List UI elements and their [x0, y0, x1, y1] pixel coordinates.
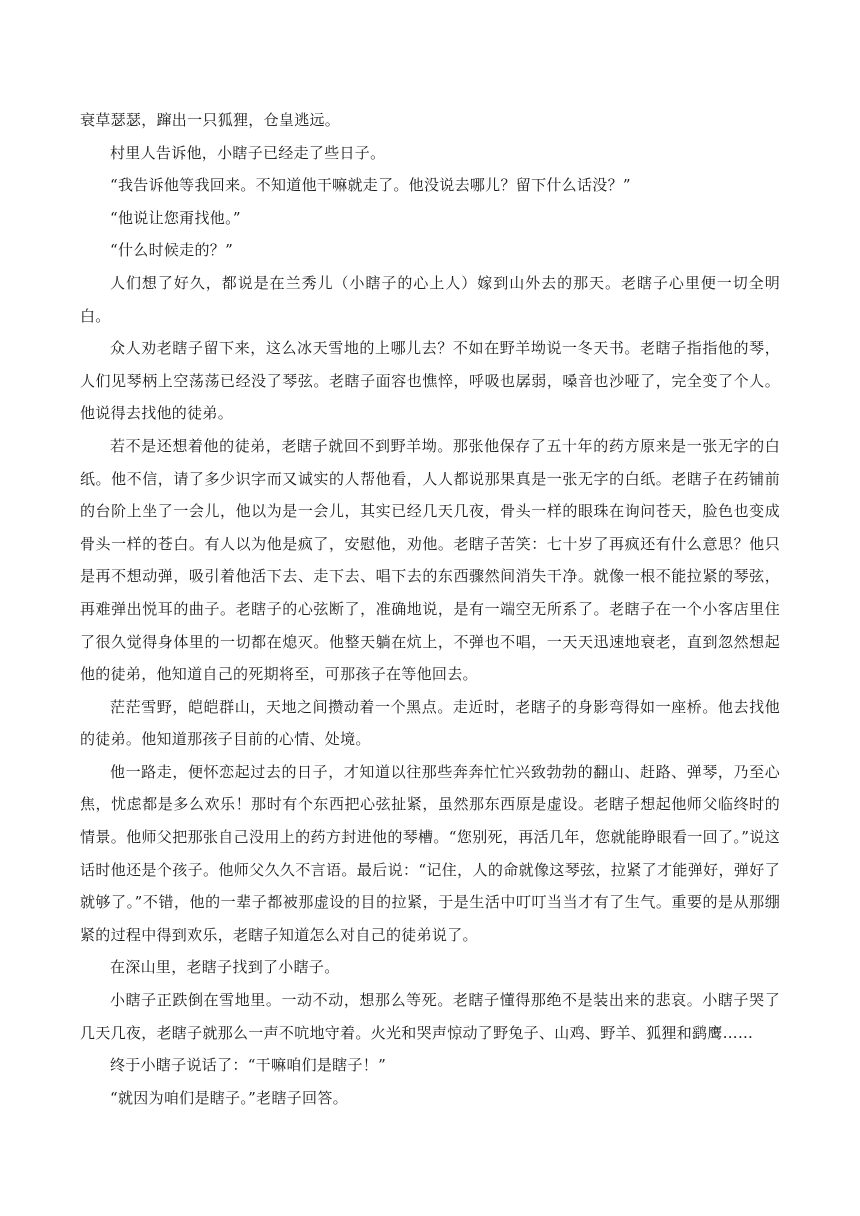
document-body [80, 104, 780, 1114]
paragraph-11: 在深山里，老瞎子找到了小瞎子。 [110, 958, 340, 977]
paragraph-2: 村里人告诉他，小瞎子已经走了些日子。 [110, 143, 386, 162]
paragraph-1: 衰草瑟瑟，蹿出一只狐狸，仓皇逃远。 [80, 111, 341, 129]
paragraph-4: “他说让您甭找他。” [110, 208, 241, 227]
paragraph-13: 终于小瞎子说话了：“干嘛咱们是瞎子！” [110, 1056, 387, 1075]
paragraph-10: 他一路走，便怀恋起过去的日子，才知道以往那些奔奔忙忙兴致勃勃的翻山、赶路、弹琴，乃至心焦，忧虑都是多么欢乐！那时有个东西把心弦扯紧，虽然那东西原是虚设。老瞎子想起他师父临终时的情景。他师父把那张自己没用上的药方封进他的琴槽。“您别死，再活几年，您就能睁眼看一回了。”说这话时他还是个孩子。他师父久久不言语。最后说：“记住，人的命就像这琴弦，拉紧了才能弹好，弹好了就够了。”不错，他的一辈子都被那虚设的目的拉紧，于是生活中叮叮当当才有了生气。重要的是从那绷紧的过程中得到欢乐，老瞎子知道怎么对自己的徒弟说了。 [80, 762, 780, 944]
paragraph-9: 茫茫雪野，皑皑群山，天地之间攒动着一个黑点。走近时，老瞎子的身影弯得如一座桥。他去找他的徒弟。他知道那孩子目前的心情、处境。 [80, 697, 780, 749]
paragraph-5: “什么时候走的？” [110, 241, 234, 260]
paragraph-7: 众人劝老瞎子留下来，这么冰天雪地的上哪儿去？不如在野羊坳说一冬天书。老瞎子指指他的琴，人们见琴柄上空荡荡已经没了琴弦。老瞎子面容也憔悴，呼吸也孱弱，嗓音也沙哑了，完全变了个人。他说得去找他的徒弟。 [80, 339, 780, 423]
paragraph-6: 人们想了好久，都说是在兰秀儿（小瞎子的心上人）嫁到山外去的那天。老瞎子心里便一切全明白。 [80, 273, 780, 325]
paragraph-8: 若不是还想着他的徒弟，老瞎子就回不到野羊坳。那张他保存了五十年的药方原来是一张无字的白纸。他不信，请了多少识字而又诚实的人帮他看，人人都说那果真是一张无字的白纸。老瞎子在药铺前的台阶上坐了一会儿，他以为是一会儿，其实已经几天几夜，骨头一样的眼珠在询问苍天，脸色也变成骨头一样的苍白。有人以为他是疯了，安慰他，劝他。老瞎子苦笑：七十岁了再疯还有什么意思？他只是再不想动弹，吸引着他活下去、走下去、唱下去的东西骤然间消失干净。就像一根不能拉紧的琴弦，再难弹出悦耳的曲子。老瞎子的心弦断了，准确地说，是有一端空无所系了。老瞎子在一个小客店里住了很久觉得身体里的一切都在熄灭。他整天躺在炕上，不弹也不唱，一天天迅速地衰老，直到忽然想起他的徒弟，他知道自己的死期将至，可那孩子在等他回去。 [80, 436, 780, 684]
paragraph-3: “我告诉他等我回来。不知道他干嘛就走了。他没说去哪儿？留下什么话没？” [110, 176, 631, 195]
paragraph-14: “就因为咱们是瞎子。”老瞎子回答。 [110, 1088, 348, 1107]
paragraph-12: 小瞎子正跌倒在雪地里。一动不动，想那么等死。老瞎子懂得那绝不是装出来的悲哀。小瞎子哭了几天几夜，老瞎子就那么一声不吭地守着。火光和哭声惊动了野兔子、山鸡、野羊、狐狸和鹞鹰…… [80, 991, 780, 1042]
